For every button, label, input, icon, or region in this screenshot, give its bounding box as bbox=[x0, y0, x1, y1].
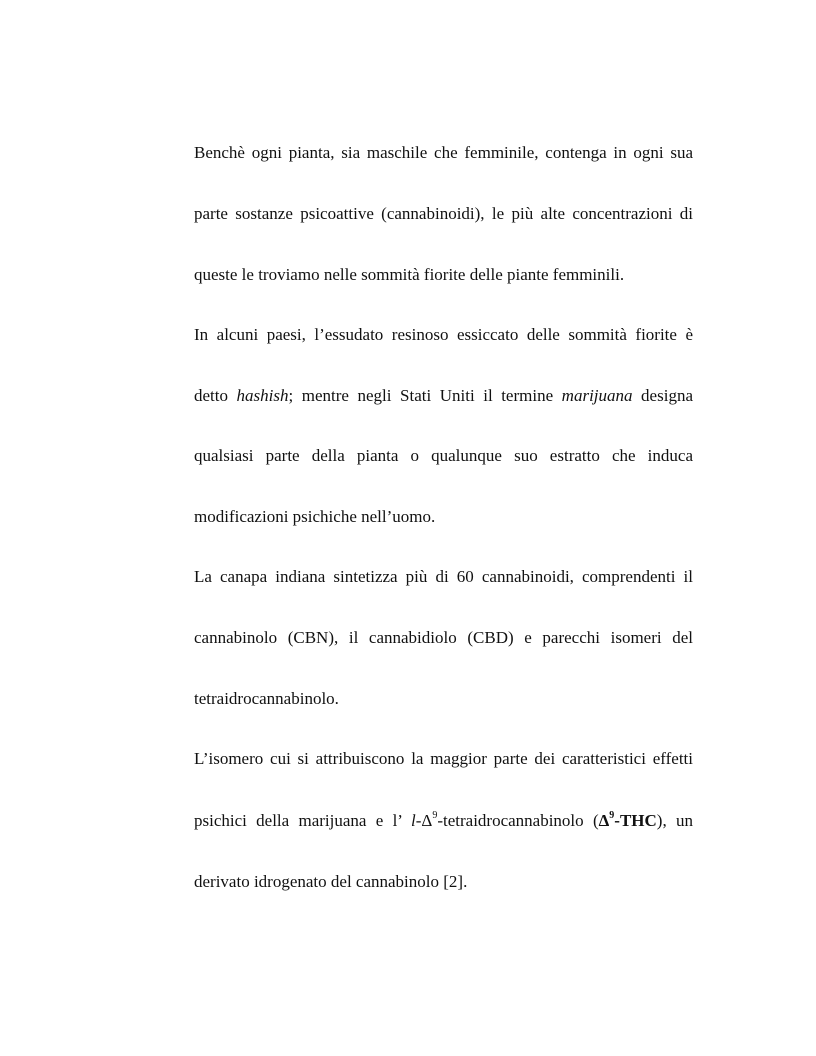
text-line: Benchè ogni pianta, sia maschile che femminile, contenga in ogni sua bbox=[194, 143, 693, 162]
text-line: La canapa indiana sintetizza più di 60 cannabinoidi, comprendenti il bbox=[194, 567, 693, 586]
text-line bbox=[194, 386, 693, 406]
text-line: derivato idrogenato del cannabinolo [2]. bbox=[194, 872, 468, 891]
text-span: ; mentre negli Stati Uniti il termine bbox=[288, 386, 562, 405]
text-line: In alcuni paesi, l’essudato resinoso essiccato delle sommità fiorite è bbox=[194, 325, 693, 344]
bold-delta-thc bbox=[599, 811, 657, 830]
text-span: psichici della marijuana e l’ bbox=[194, 811, 411, 830]
italic-term-marijuana: marijuana bbox=[561, 386, 633, 405]
text-line: qualsiasi parte della pianta o qualunque suo estratto che induca bbox=[194, 446, 693, 465]
text-span: ), un bbox=[656, 811, 693, 830]
text-line: cannabinolo (CBN), il cannabidiolo (CBD) e parecchi isomeri del bbox=[194, 628, 693, 647]
text-line: queste le troviamo nelle sommità fiorite delle piante femminili. bbox=[194, 265, 625, 284]
italic-term-hashish: hashish bbox=[236, 386, 289, 405]
text-span: detto bbox=[194, 386, 237, 405]
text-line bbox=[194, 811, 693, 831]
text-line: tetraidrocannabinolo. bbox=[194, 689, 339, 708]
superscript-9: 9 bbox=[432, 810, 438, 822]
bold-superscript-9: 9 bbox=[609, 810, 615, 822]
delta-symbol: -Δ bbox=[415, 811, 433, 830]
italic-prefix-l: l bbox=[411, 811, 416, 830]
text-span: designa bbox=[632, 386, 693, 405]
text-line: modificazioni psichiche nell’uomo. bbox=[194, 507, 436, 526]
text-span: -tetraidrocannabinolo ( bbox=[437, 811, 599, 830]
bold-delta-symbol: Δ bbox=[598, 811, 610, 830]
text-line: parte sostanze psicoattive (cannabinoidi), le più alte concentrazioni di bbox=[194, 204, 693, 223]
bold-thc-label: -THC bbox=[614, 811, 657, 830]
text-line: L’isomero cui si attribuiscono la maggior parte dei caratteristici effetti bbox=[194, 749, 693, 768]
